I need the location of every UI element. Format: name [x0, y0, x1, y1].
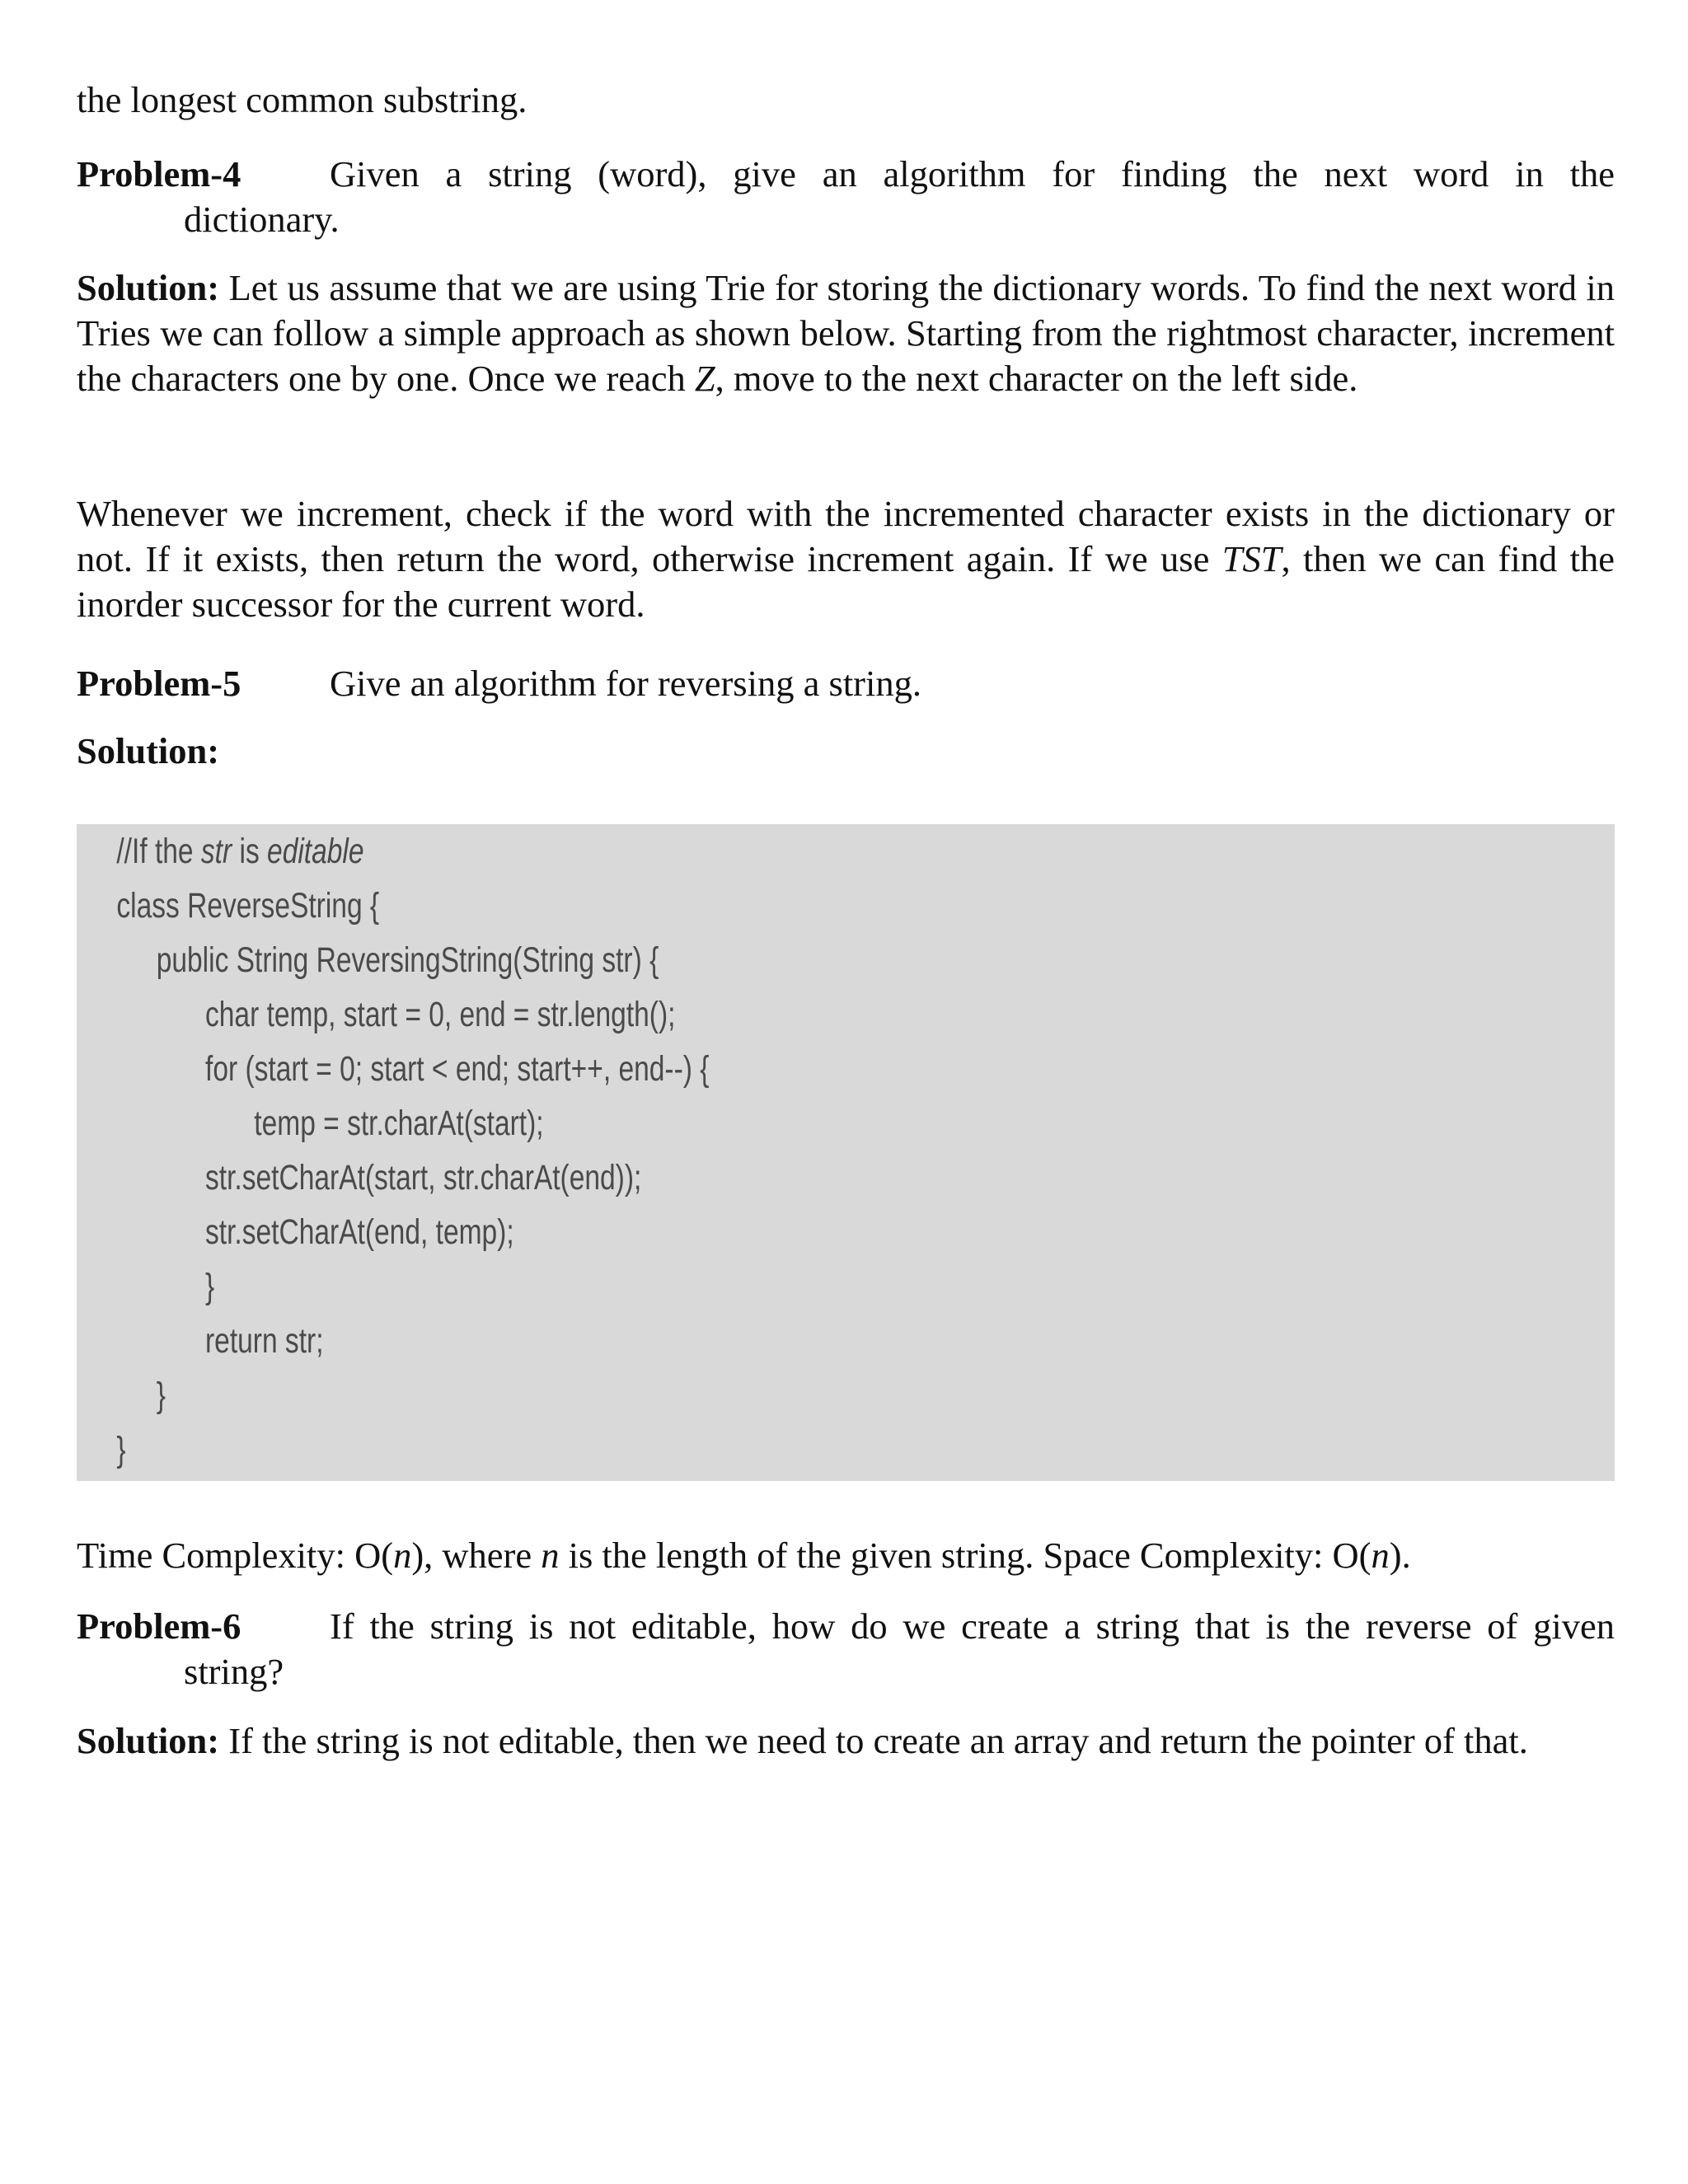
- code-line: }: [205, 1267, 215, 1306]
- solution-4-paragraph-1: [77, 265, 1615, 401]
- code-line: public String ReversingString(String str) {: [156, 940, 659, 980]
- solution-6-label: Solution:: [77, 1720, 220, 1761]
- problem-6-text-continued: string?: [184, 1651, 284, 1692]
- problem-4-text-continued: dictionary.: [184, 199, 340, 240]
- solution-5-label: Solution:: [77, 730, 220, 771]
- problem-4-label: Problem-4: [77, 153, 241, 194]
- problem-5-label: Problem-5: [77, 663, 241, 704]
- solution-4-paragraph-2: [77, 491, 1615, 627]
- solution-4-var-z: Z: [694, 358, 715, 399]
- problem-5: [77, 661, 1615, 706]
- code-line: char temp, start = 0, end = str.length();: [205, 995, 676, 1034]
- code-line: str.setCharAt(start, str.charAt(end));: [205, 1158, 642, 1197]
- code-line: for (start = 0; start < end; start++, end--) {: [205, 1049, 710, 1089]
- problem-4-text: Given a string (word), give an algorithm for finding the next word in the: [330, 153, 1615, 194]
- problem-6: [77, 1604, 1615, 1694]
- solution-4-para2-b: , then we can find the inorder successor for the current word.: [77, 538, 1615, 625]
- code-line: temp = str.charAt(start);: [254, 1104, 544, 1143]
- code-line: return str;: [205, 1321, 324, 1361]
- code-text: [77, 824, 710, 1469]
- solution-4-text-b: , move to the next character on the left side.: [715, 358, 1358, 399]
- problem-4: [77, 152, 1615, 242]
- code-comment-line: //If the str is editable: [116, 832, 364, 871]
- problem-5-text: Give an algorithm for reversing a string.: [330, 663, 921, 704]
- code-line: str.setCharAt(end, temp);: [205, 1212, 514, 1252]
- code-line: }: [116, 1430, 126, 1469]
- solution-4-var-tst: TST: [1221, 538, 1282, 579]
- code-line: }: [156, 1376, 166, 1415]
- solution-6-text: If the string is not editable, then we need to create an array and return the pointer of that.: [228, 1720, 1528, 1761]
- solution-4-para2-a: Whenever we increment, check if the word with the incremented character exists in the dictionary or not. If it exists, then return the word, otherwise increment again. If we use: [77, 493, 1615, 579]
- problem-6-text: If the string is not editable, how do we create a string that is the reverse of given: [330, 1605, 1615, 1647]
- solution-6: [77, 1718, 1615, 1764]
- complexity-text: Time Complexity: O(n), where n is the length of the given string. Space Complexity: O(n).: [77, 1535, 1411, 1576]
- problem-6-label: Problem-6: [77, 1605, 241, 1647]
- code-listing: [77, 824, 1615, 1481]
- solution-4: [77, 265, 1615, 401]
- solution-4-text-a: Let us assume that we are using Trie for storing the dictionary words. To find the next word in Tries we can follow a simple approach as shown below. Starting from the rightmost character, increment the characters one by one. Once we reach: [77, 267, 1615, 399]
- solution-4-label: Solution:: [77, 267, 220, 308]
- top-fragment-text: the longest common substring.: [77, 79, 528, 120]
- code-line: class ReverseString {: [116, 886, 380, 926]
